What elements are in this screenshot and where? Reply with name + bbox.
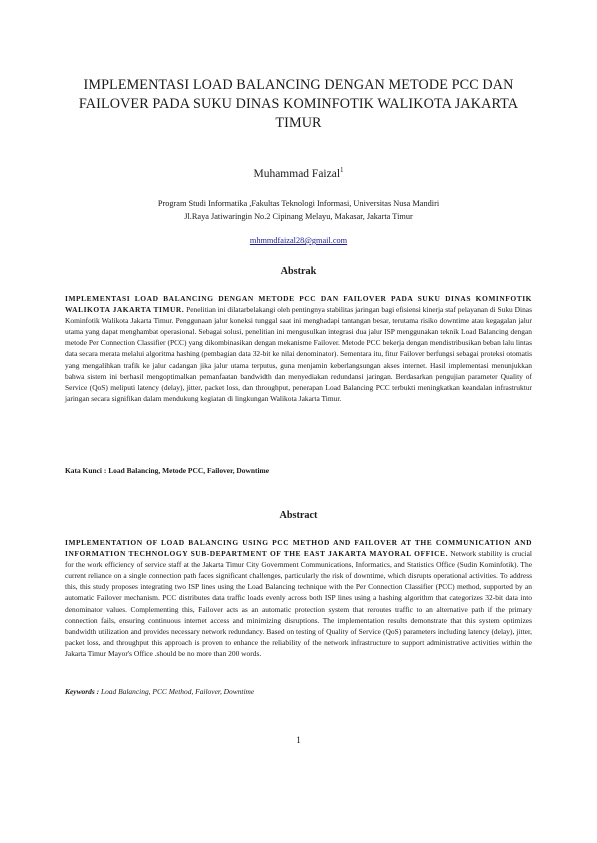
affiliation-line: Program Studi Informatika ,Fakultas Teknologi Informasi, Universitas Nusa Mandiri [157,199,440,208]
abstrak-keywords-label: Kata Kunci : [65,466,107,475]
abstract-body [65,537,532,659]
title-line: TIMUR [275,115,322,131]
title-line: FAILOVER PADA SUKU DINAS KOMINFOTIK WALIKOTA JAKARTA [78,96,519,112]
abstract-text: Network stability is crucial for the work efficiency of service staff at the Jakarta Timur City Government Communications, Informatics, and Statistics Office (Sudin Kominfotik). The current reliance on a single connection path faces significant challenges, particularly the risk of downtime, which disrupts operational activities. To address this, this study proposes integrating two ISP lines using the Load Balancing technique with the Per Connection Classifier (PCC) method, supported by an automatic Failover mechanism. PCC distributes data traffic loads evenly across both ISP lines using a hashing algorithm that categorizes 32-bit data into denominator values. Complementing this, Failover acts as an automatic protection system that reroutes traffic to an alternative path if the primary connection fails, ensuring continuous internet access and minimizing disruptions. The implementation results demonstrate that this system optimizes bandwidth utilization and provides necessary network redundancy. Based on testing of Quality of Service (QoS) parameters including latency (delay), jitter, packet loss, and throughput this approach is proven to enhance the reliability of the network infrastructure to support administrative activities within the Jakarta Timur Mayor's Office .should be no more than 200 words. [65,549,532,658]
abstrak-keywords [65,465,532,476]
author-email-link[interactable]: mhmmdfaizal28@gmail.com [249,236,348,245]
page-number: 1 [296,736,301,746]
author-affiliation-mark: 1 [340,166,344,174]
title-line: IMPLEMENTASI LOAD BALANCING DENGAN METODE PCC DAN [83,77,514,93]
abstract-lead: IMPLEMENTATION OF LOAD BALANCING USING PCC METHOD AND FAILOVER AT THE COMMUNICATION AND INFORMATION TECHNOLOGY SUB-DEPARTMENT OF THE EAST JAKARTA MAYORAL OFFICE. [65,538,532,559]
abstract-keywords-label: Keywords : [65,687,100,696]
abstrak-body [65,293,532,404]
abstrak-text: Penelitian ini dilatarbelakangi oleh pentingnya stabilitas jaringan bagi efisiensi kinerja staf pelayanan di Suku Dinas Kominfotik Walikota Jakarta Timur. Penggunaan jalur koneksi tunggal saat ini menghadapi tantangan besar, terutama risiko downtime atau kegagalan jalur utama yang dapat menghambat operasional. Sebagai solusi, penelitian ini mengusulkan integrasi dua jalur ISP menggunakan teknik Load Balancing dengan metode Per Connection Classifier (PCC) yang dikombinasikan dengan mekanisme Failover. Metode PCC bekerja dengan mendistribusikan beban lalu lintas data secara merata melalui algoritma hashing (pembagian data 32-bit ke nilai denominator). Sementara itu, fitur Failover berfungsi sebagai proteksi otomatis yang mengalihkan trafik ke jalur cadangan jika jalur utama terputus, guna menjamin keberlangsungan akses internet. Hasil implementasi menunjukkan bahwa sistem ini berhasil mengoptimalkan pemanfaatan bandwidth dan menyediakan redundansi jaringan. Berdasarkan pengujian parameter Quality of Service (QoS) meliputi latency (delay), jitter, packet loss, dan throughput, penerapan Load Balancing PCC terbukti meningkatkan keandalan infrastruktur jaringan secara signifikan dalam mendukung kegiatan di lingkungan Walikota Jakarta Timur. [65,305,532,403]
abstrak-heading: Abstrak [280,266,317,277]
paper-title [60,76,537,133]
abstrak-keywords-list: Load Balancing, Metode PCC, Failover, Downtime [106,466,270,475]
author [0,166,597,180]
abstract-keywords [65,686,532,697]
abstract-keywords-list: Load Balancing, PCC Method, Failover, Downtime [99,687,255,696]
abstract-heading: Abstract [279,510,318,521]
abstrak-lead: IMPLEMENTASI LOAD BALANCING DENGAN METODE PCC DAN FAILOVER PADA SUKU DINAS KOMINFOTIK WALIKOTA JAKARTA TIMUR. [65,294,532,315]
affiliation-line: Jl.Raya Jatiwaringin No.2 Cipinang Melayu, Makasar, Jakarta Timur [184,212,413,221]
author-name: Muhammad Faizal [253,167,341,180]
affiliation [0,197,597,223]
